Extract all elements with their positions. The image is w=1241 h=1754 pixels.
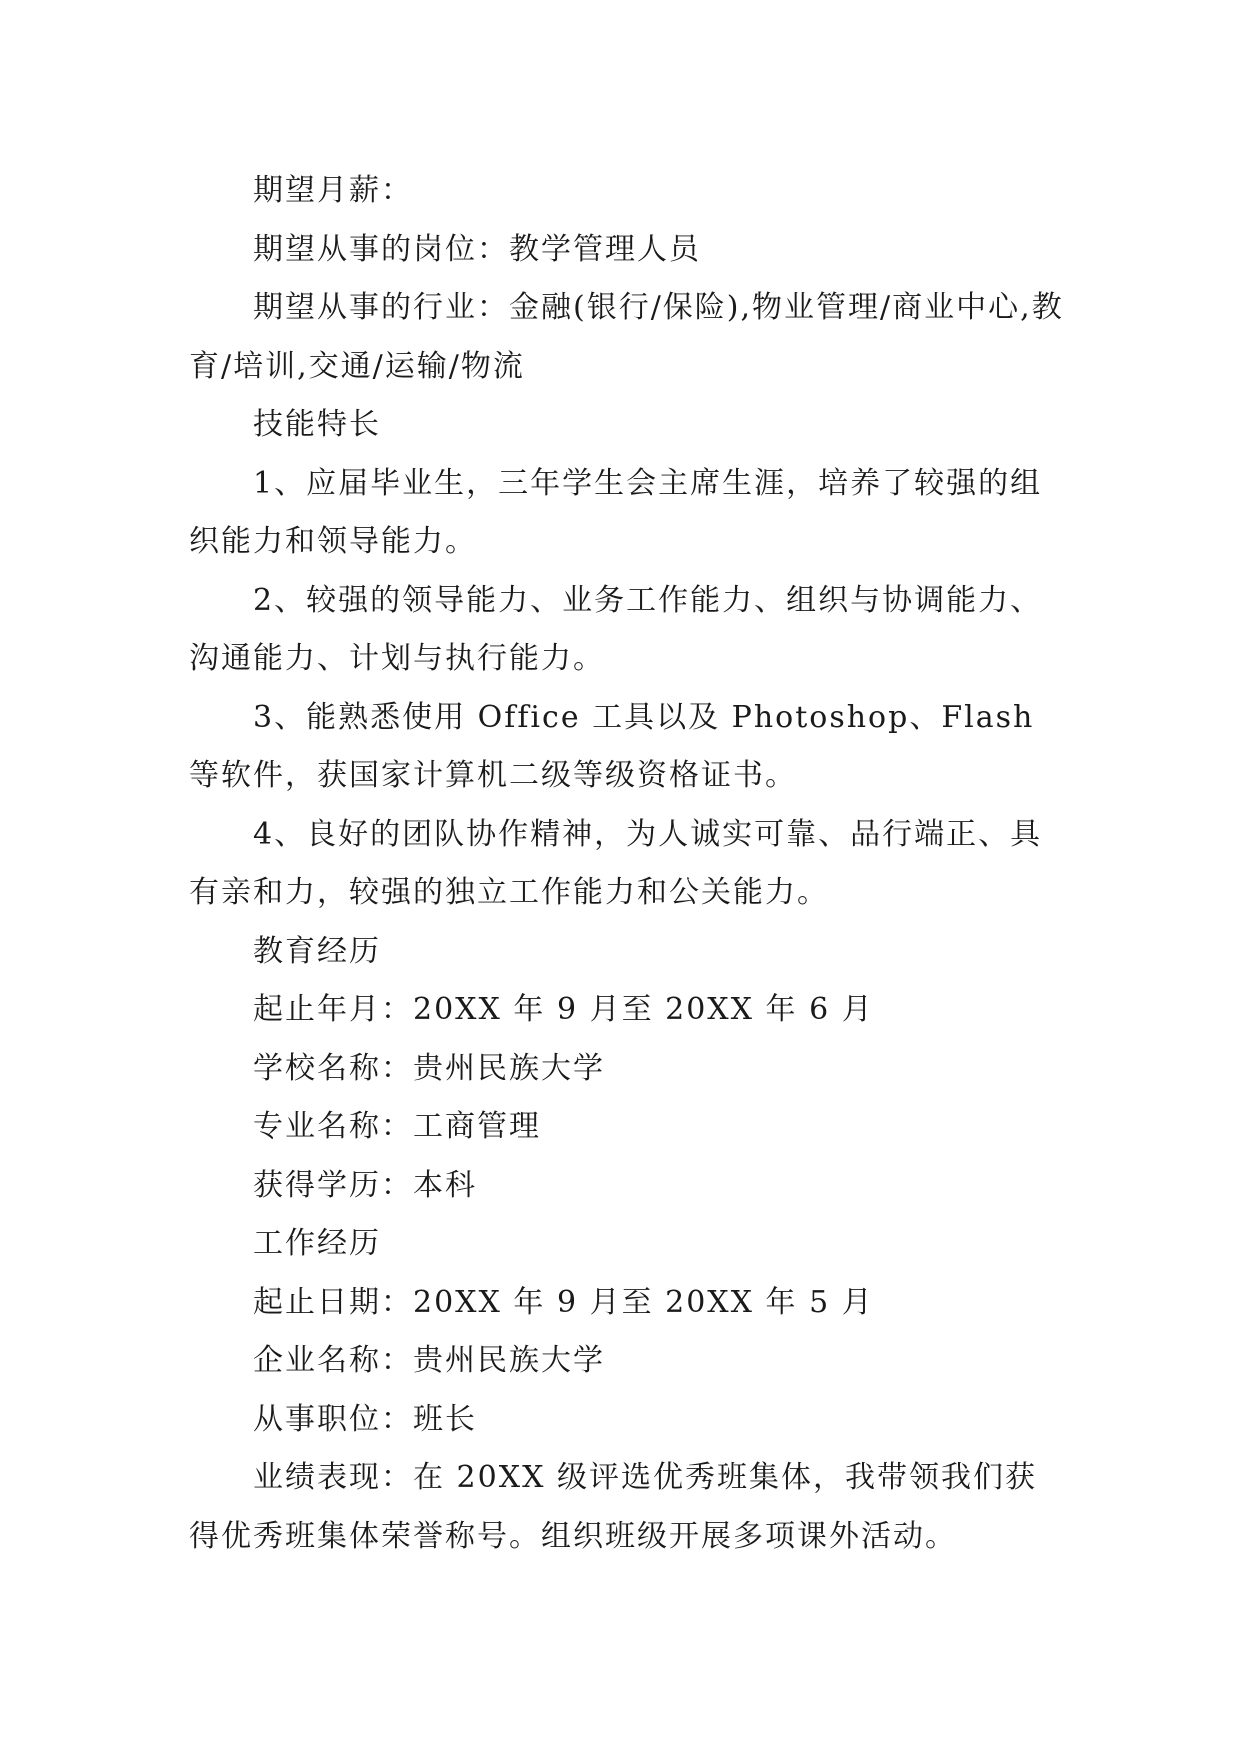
expected-salary-line: 期望月薪：	[253, 173, 413, 208]
skills-heading: 技能特长	[253, 407, 381, 442]
skill-item-4: 4、良好的团队协作精神，为人诚实可靠、品行端正、具有亲和力，较强的独立工作能力和公关能力。	[189, 816, 1043, 910]
job-title-line: 从事职位：班长	[253, 1401, 477, 1437]
school-name-line: 学校名称：贵州民族大学	[253, 1050, 605, 1086]
expected-position-line: 期望从事的岗位：教学管理人员	[253, 231, 701, 267]
major-name-line: 专业名称：工商管理	[253, 1109, 541, 1144]
skill-item-2: 2、较强的领导能力、业务工作能力、组织与协调能力、沟通能力、计划与执行能力。	[189, 582, 1043, 676]
skill-item-3: 3、能熟悉使用 Office 工具以及 Photoshop、Flash 等软件，获国家计算机二级等级资格证书。	[189, 699, 1035, 793]
work-heading: 工作经历	[253, 1226, 381, 1261]
performance-paragraph: 业绩表现：在 20XX 级评选优秀班集体，我带领我们获得优秀班集体荣誉称号。组织班级开展多项课外活动。	[189, 1460, 1037, 1554]
document-body	[189, 162, 1065, 1566]
company-name-line: 企业名称：贵州民族大学	[253, 1343, 605, 1378]
skill-item-1: 1、应届毕业生，三年学生会主席生涯，培养了较强的组织能力和领导能力。	[189, 465, 1043, 559]
education-heading: 教育经历	[253, 933, 381, 969]
expected-industry-paragraph: 期望从事的行业：金融(银行/保险),物业管理/商业中心,教育/培训,交通/运输/物流	[189, 290, 1064, 384]
education-period-line: 起止年月：20XX 年 9 月至 20XX 年 6 月	[253, 992, 874, 1027]
work-period-line: 起止日期：20XX 年 9 月至 20XX 年 5 月	[253, 1284, 874, 1320]
degree-line: 获得学历：本科	[253, 1167, 477, 1203]
